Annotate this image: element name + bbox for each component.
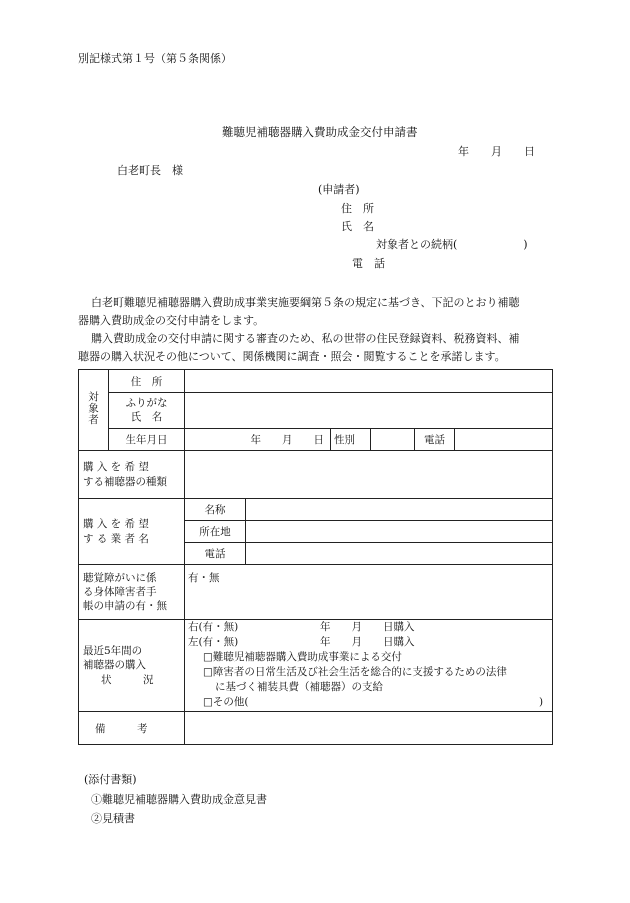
- vendor-phone-field[interactable]: [246, 543, 553, 565]
- name-label: 氏 名: [130, 410, 163, 423]
- history-label-2: 補聴器の購入: [83, 659, 146, 672]
- furigana-label: ふりがな: [125, 396, 168, 409]
- option-subsidy[interactable]: □難聴児補聴器購入費助成事業による交付: [203, 651, 402, 663]
- attachments-header: (添付書類): [84, 773, 137, 786]
- cert-value: 有・無: [188, 572, 220, 584]
- form-title: 難聴児補聴器購入費助成金交付申請書: [222, 125, 418, 139]
- address-field[interactable]: [185, 370, 553, 393]
- subject-label: 対象者: [87, 391, 99, 426]
- address-label: 住 所: [109, 370, 185, 393]
- option-welfare-law[interactable]: □障害者の日常生活及び社会生活を総合的に支援するための法律: [203, 666, 507, 678]
- left-ear-purchase-date: 年 月 日購入: [320, 636, 415, 648]
- form-number: 別記様式第１号（第５条関係）: [78, 52, 232, 65]
- addressee: 白老町長 様: [117, 164, 183, 177]
- applicant-relation-label: 対象者との続柄( ): [376, 238, 528, 251]
- vendor-label-2: す る 業 者 名: [83, 532, 149, 545]
- application-table: [78, 369, 553, 745]
- left-ear-line: [188, 635, 549, 650]
- phone-field[interactable]: [455, 429, 553, 451]
- body-para1-line2: 器購入費助成金の交付申請をします。: [78, 314, 265, 327]
- option-other[interactable]: [188, 695, 549, 710]
- sex-field[interactable]: [371, 429, 415, 451]
- body-para1-line1: 白老町難聴児補聴器購入費助成事業実施要綱第５条の規定に基づき、下記のとおり補聴: [91, 296, 520, 309]
- vendor-phone-label: 電話: [185, 543, 246, 565]
- cert-label-1: 聴覚障がいに係: [83, 571, 157, 584]
- device-type-label-cell: [79, 451, 185, 499]
- device-type-label-2: する補聴器の種類: [83, 475, 167, 488]
- vendor-location-label: 所在地: [185, 521, 246, 543]
- option-other-close: ): [538, 696, 544, 708]
- right-ear-purchase-date: 年 月 日購入: [320, 621, 415, 633]
- phone-label: 電話: [415, 429, 455, 451]
- furigana-name-label-cell: [109, 393, 185, 429]
- vendor-location-field[interactable]: [246, 521, 553, 543]
- birth-field[interactable]: [185, 429, 331, 451]
- applicant-address-label: 住 所: [341, 202, 374, 215]
- cert-field[interactable]: [185, 565, 553, 620]
- cert-label-cell: [79, 565, 185, 620]
- applicant-header: (申請者): [318, 183, 360, 196]
- attachment-item-2: ②見積書: [91, 812, 135, 825]
- device-type-field[interactable]: [185, 451, 553, 499]
- device-type-label-1: 購 入 を 希 望: [83, 461, 149, 474]
- history-field[interactable]: [185, 620, 553, 712]
- left-ear-label: 左(有・無): [188, 636, 239, 648]
- history-label-3: 状 況: [101, 673, 154, 686]
- remarks-field[interactable]: [185, 712, 553, 745]
- vendor-name-field[interactable]: [246, 499, 553, 521]
- vendor-label-cell: [79, 499, 185, 565]
- right-ear-label: 右(有・無): [188, 621, 239, 633]
- subject-label-cell: [79, 370, 109, 451]
- history-label-1: 最近5年間の: [83, 645, 143, 658]
- remarks-label: 備 考: [79, 712, 185, 745]
- date-line: 年 月 日: [458, 145, 535, 158]
- birth-label: 生年月日: [109, 429, 185, 451]
- name-field[interactable]: [185, 393, 553, 429]
- vendor-name-label: 名称: [185, 499, 246, 521]
- birth-value: 年 月 日: [250, 434, 324, 446]
- attachment-item-1: ①難聴児補聴器購入費助成金意見書: [91, 793, 267, 806]
- right-ear-line: [188, 620, 549, 635]
- applicant-phone-label: 電 話: [352, 257, 385, 270]
- body-para2-line2: 聴器の購入状況その他について、関係機関に調査・照会・閲覧することを承諾します。: [78, 350, 506, 363]
- option-welfare-law-line2: に基づく補装具費（補聴器）の支給: [215, 681, 383, 693]
- cert-label-2: る身体障害者手: [83, 585, 157, 598]
- cert-label-3: 帳の申請の有・無: [83, 600, 167, 613]
- applicant-name-label: 氏 名: [341, 220, 374, 233]
- sex-label: 性別: [331, 429, 371, 451]
- history-label-cell: [79, 620, 185, 712]
- vendor-label-1: 購 入 を 希 望: [83, 518, 149, 531]
- body-para2-line1: 購入費助成金の交付申請に関する審査のため、私の世帯の住民登録資料、税務資料、補: [91, 332, 520, 345]
- option-other-label: □その他(: [203, 696, 249, 708]
